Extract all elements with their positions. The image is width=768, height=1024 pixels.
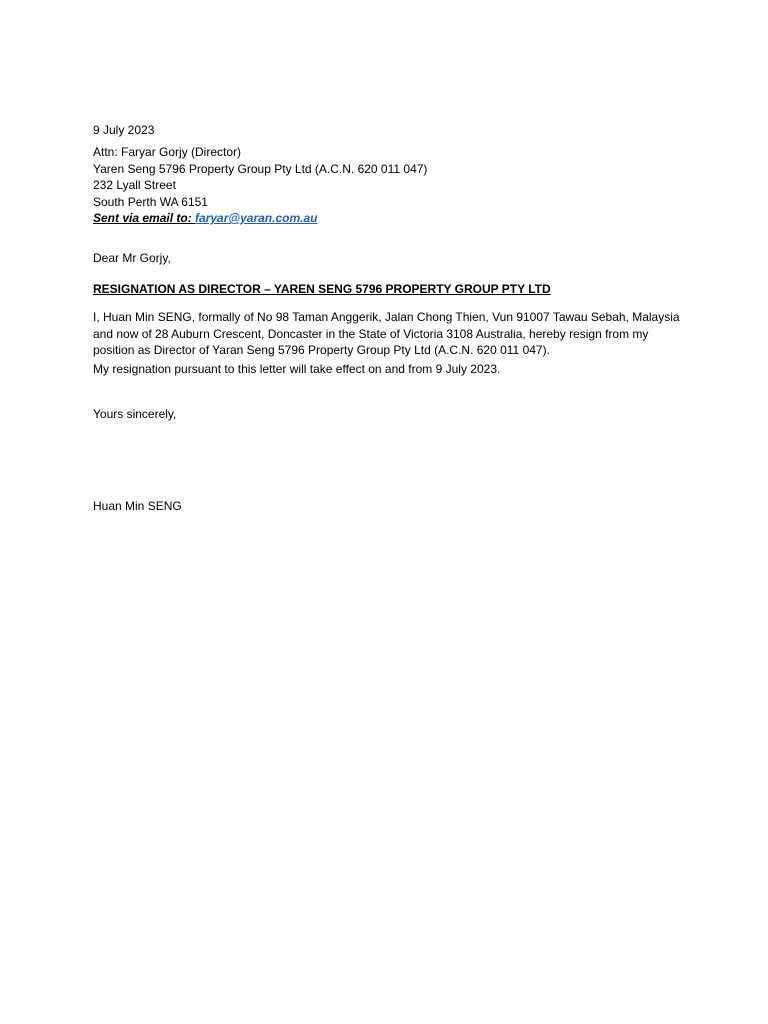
letter-date: 9 July 2023: [93, 123, 155, 137]
letter: [93, 122, 693, 515]
email-lead-text: Sent via email to:: [93, 211, 196, 226]
recipient-attn: Attn: Faryar Gorjy (Director): [93, 145, 242, 160]
signatory-name: Huan Min SENG: [93, 499, 182, 514]
closing: Yours sincerely,: [93, 406, 177, 421]
email-link[interactable]: faryar@yaran.com.au: [195, 211, 318, 226]
email-row: [93, 210, 693, 226]
recipient-company: Yaren Seng 5796 Property Group Pty Ltd (A.C.N. 620 011 047): [93, 161, 428, 176]
subject-heading: RESIGNATION AS DIRECTOR – YAREN SENG 5796 PROPERTY GROUP PTY LTD: [93, 281, 551, 296]
resignation-paragraph: I, Huan Min SENG, formally of No 98 Taman Anggerik, Jalan Chong Thien, Vun 91007 Tawau Sebah, Malaysia and now of 28 Auburn Crescent, Doncaster in the State of Victoria 3108 Australia, hereby resign from my position as Director of Yaran Seng 5796 Property Group Pty Ltd (A.C.N. 620 011 047).: [93, 310, 680, 358]
recipient-street: 232 Lyall Street: [93, 178, 176, 193]
recipient-city: South Perth WA 6151: [93, 194, 208, 209]
recipient-address-block: [93, 144, 693, 226]
salutation: Dear Mr Gorjy,: [93, 251, 171, 266]
effective-date-paragraph: My resignation pursuant to this letter will take effect on and from 9 July 2023.: [93, 362, 501, 377]
